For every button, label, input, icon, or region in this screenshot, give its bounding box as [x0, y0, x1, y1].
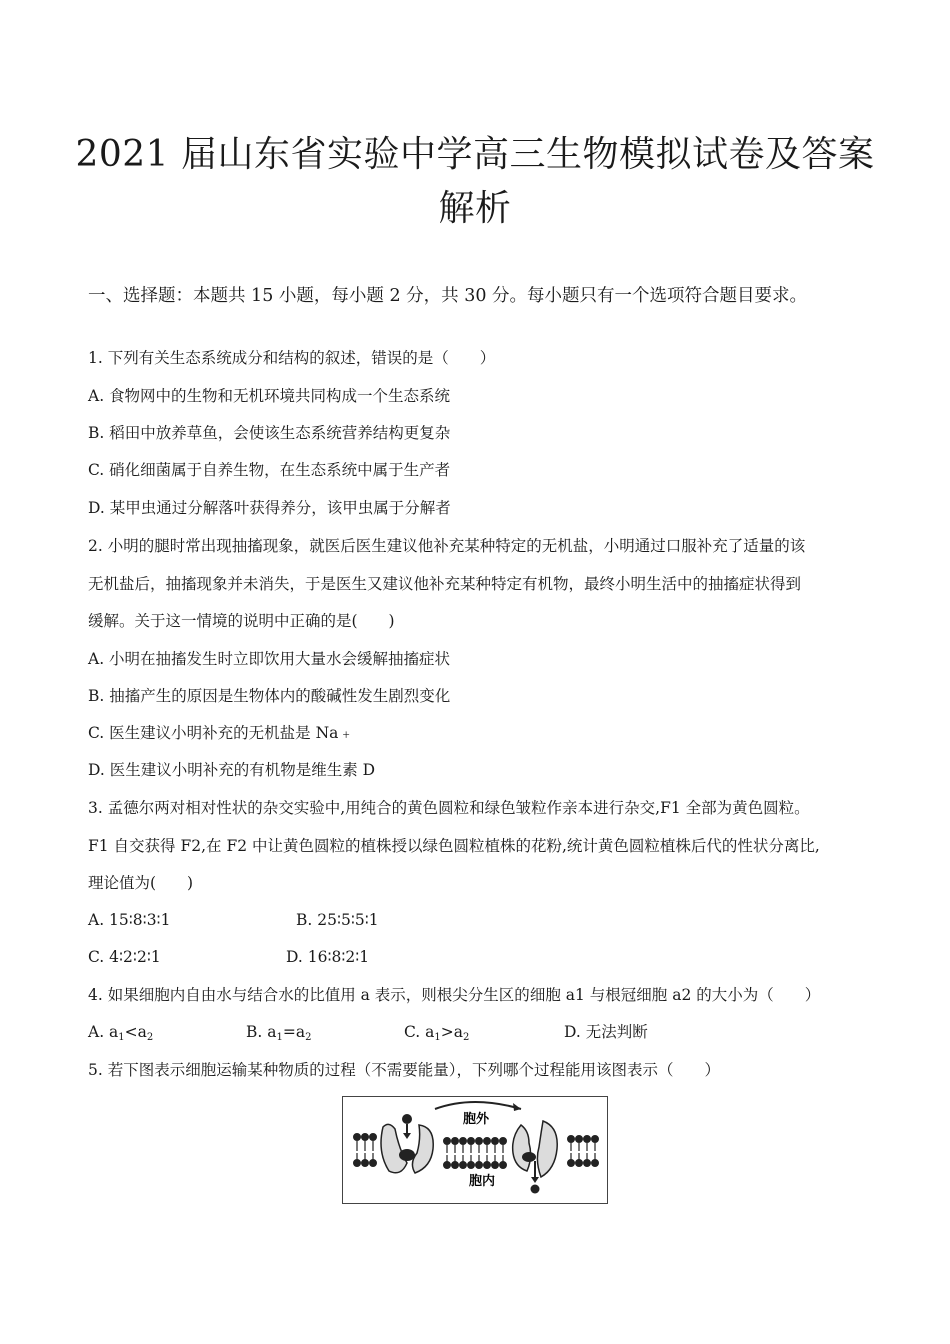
arc-arrow: [435, 1102, 521, 1109]
arc-arrowhead: [513, 1103, 521, 1111]
q5-stem: 5. 若下图表示细胞运输某种物质的过程（不需要能量），下列哪个过程能用该图表示（ ）: [88, 1061, 720, 1079]
carrier-protein-left-a: [381, 1124, 407, 1172]
carrier-protein-left-b: [412, 1125, 433, 1173]
q2-option-a: A. 小明在抽搐发生时立即饮用大量水会缓解抽搐症状: [88, 650, 451, 668]
bound-solute-left: [399, 1149, 415, 1161]
phospholipid-left: [354, 1134, 377, 1167]
q2-stem-line3: 缓解。关于这一情境的说明中正确的是( ): [88, 612, 395, 630]
q4-option-a: [88, 1014, 153, 1056]
section-header: 一、选择题：本题共 15 小题，每小题 2 分，共 30 分。每小题只有一个选项符合题目要求。: [88, 286, 808, 306]
q1-option-c: C. 硝化细菌属于自养生物，在生态系统中属于生产者: [88, 461, 451, 479]
q4-option-b-text: B. a: [246, 1023, 277, 1041]
q4-option-d: D. 无法判断: [564, 1023, 648, 1041]
q4-option-c-mid: >a: [440, 1023, 464, 1041]
q4-option-c: [404, 1014, 469, 1056]
q1-option-b: B. 稻田中放养草鱼，会使该生态系统营养结构更复杂: [88, 424, 451, 442]
q4-option-a-mid: <a: [124, 1023, 147, 1041]
document-title-line1: 2021 届山东省实验中学高三生物模拟试卷及答案: [75, 134, 875, 175]
q3-option-a: A. 15∶8∶3∶1: [88, 911, 171, 929]
q1-option-a: A. 食物网中的生物和无机环境共同构成一个生态系统: [88, 387, 451, 405]
q2-stem-line2: 无机盐后，抽搐现象并未消失，于是医生又建议他补充某种特定有机物，最终小明生活中的抽搐症状得到: [88, 575, 802, 593]
q3-stem-line2: F1 自交获得 F2,在 F2 中让黄色圆粒的植株授以绿色圆粒植株的花粉,统计黄色圆粒植株后代的性状分离比,: [88, 837, 820, 855]
q4-option-c-text: C. a: [404, 1023, 435, 1041]
q3-stem-line3: 理论值为( ): [88, 874, 194, 892]
q1-stem: 1. 下列有关生态系统成分和结构的叙述，错误的是（ ）: [88, 349, 496, 367]
carrier-protein-right-b: [537, 1121, 557, 1177]
q2-option-b: B. 抽搐产生的原因是生物体内的酸碱性发生剧烈变化: [88, 687, 451, 705]
q4-option-a-text: A. a: [88, 1023, 119, 1041]
membrane-diagram: [343, 1097, 607, 1203]
solute-particle-inside: [531, 1185, 540, 1194]
q4-stem: 4. 如果细胞内自由水与结合水的比值用 a 表示，则根尖分生区的细胞 a1 与根冠细胞 a2 的大小为（ ）: [88, 986, 821, 1004]
q4-option-a-sub2: 2: [146, 1032, 154, 1043]
q4-option-b-sub2: 2: [305, 1032, 312, 1043]
q4-option-b-mid: =a: [282, 1023, 306, 1041]
q4-option-b-sub1: 1: [276, 1032, 283, 1043]
q4-option-c-sub1: 1: [434, 1032, 441, 1043]
bound-solute-right: [522, 1152, 536, 1162]
q4-option-b: [246, 1014, 311, 1056]
solute-arrowhead: [403, 1133, 411, 1139]
membrane-transport-figure: [342, 1096, 608, 1204]
release-arrowhead: [531, 1177, 539, 1183]
phospholipid-right: [568, 1136, 599, 1167]
q4-option-a-sub1: 1: [118, 1032, 125, 1043]
carrier-protein-right-a: [513, 1125, 531, 1171]
q3-option-c: C. 4∶2∶2∶1: [88, 948, 161, 966]
document-title-line2: 解析: [438, 188, 512, 229]
solute-particle-outside: [402, 1114, 412, 1124]
q3-option-b: B. 25∶5∶5∶1: [296, 911, 379, 929]
q2-stem-line1: 2. 小明的腿时常出现抽搐现象，就医后医生建议他补充某种特定的无机盐，小明通过口服补充了适量的该: [88, 537, 806, 555]
phospholipid-middle: [444, 1138, 507, 1169]
q2-option-c: C. 医生建议小明补充的无机盐是 Na﹢: [88, 724, 354, 742]
q3-stem-line1: 3. 孟德尔两对相对性状的杂交实验中,用纯合的黄色圆粒和绿色皱粒作亲本进行杂交,F1 全部为黄色圆粒。: [88, 799, 810, 817]
q4-option-c-sub2: 2: [463, 1032, 470, 1043]
q3-option-d: D. 16∶8∶2∶1: [286, 948, 370, 966]
label-inside: 胞内: [469, 1174, 496, 1189]
q1-option-d: D. 某甲虫通过分解落叶获得养分，该甲虫属于分解者: [88, 499, 451, 517]
label-outside: 胞外: [463, 1112, 490, 1127]
q2-option-d: D. 医生建议小明补充的有机物是维生素 D: [88, 761, 376, 779]
